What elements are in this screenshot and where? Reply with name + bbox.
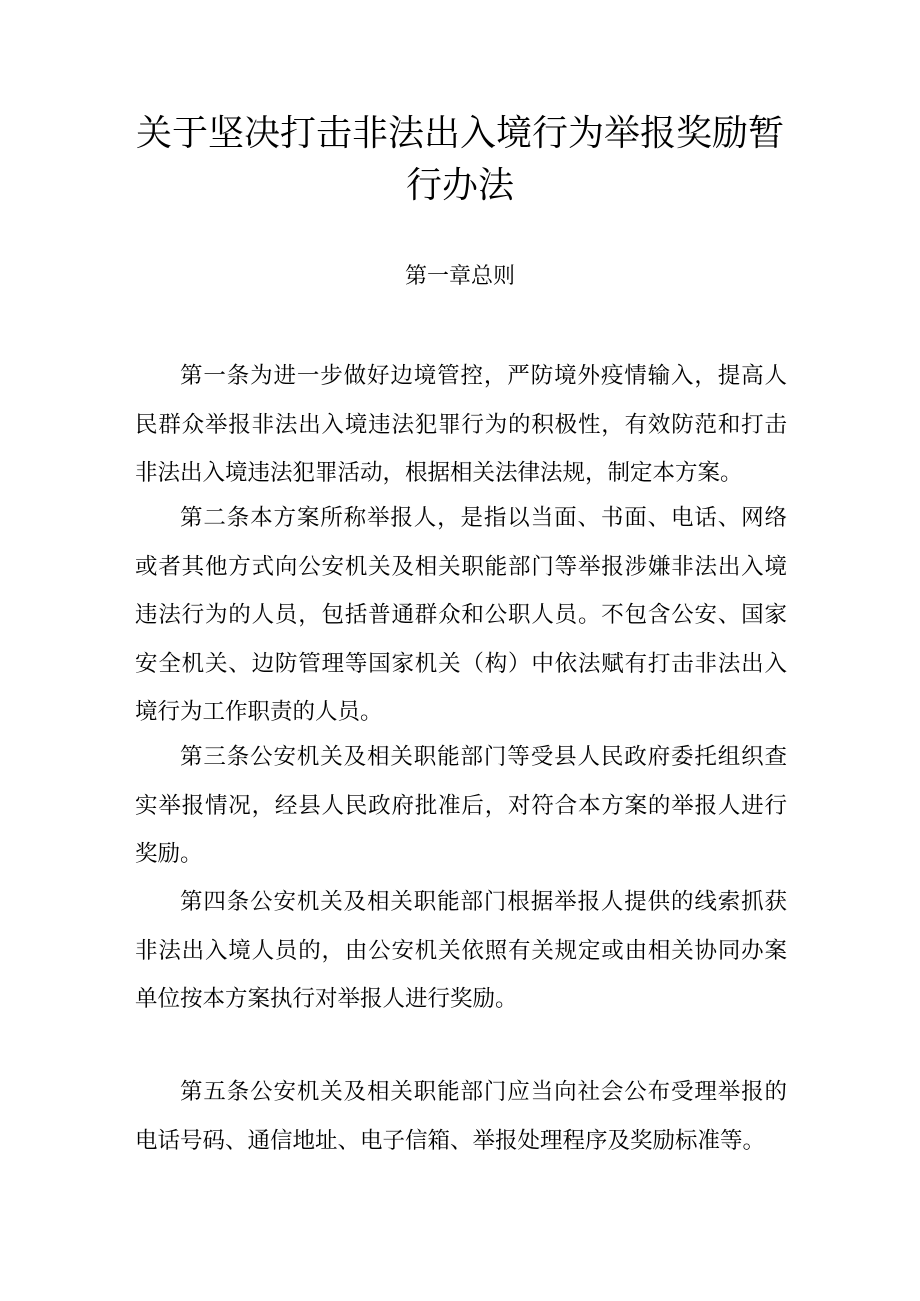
article-paragraph: 第一条为进一步做好边境管控，严防境外疫情输入，提高人民群众举报非法出入境违法犯罪行为的积极性，有效防范和打击非法出入境违法犯罪活动，根据相关法律法规，制定本方案。 bbox=[135, 363, 787, 486]
article-paragraph: 第五条公安机关及相关职能部门应当向社会公布受理举报的电话号码、通信地址、电子信箱、举报处理程序及奖励标准等。 bbox=[135, 1079, 787, 1154]
article-paragraph: 第二条本方案所称举报人，是指以当面、书面、电话、网络或者其他方式向公安机关及相关职能部门等举报涉嫌非法出入境违法行为的人员，包括普通群众和公职人员。不包含公安、国家安全机关、边防管理等国家机关（构）中依法赋有打击非法出入境行为工作职责的人员。 bbox=[135, 505, 787, 725]
chapter-heading: 第一章总则 bbox=[404, 264, 515, 289]
document-title: 关于坚决打击非法出入境行为举报奖励暂行办法 bbox=[135, 113, 784, 206]
article-paragraph: 第三条公安机关及相关职能部门等受县人民政府委托组织查实举报情况，经县人民政府批准后，对符合本方案的举报人进行奖励。 bbox=[135, 744, 787, 867]
article-paragraph: 第四条公安机关及相关职能部门根据举报人提供的线索抓获非法出入境人员的，由公安机关依照有关规定或由相关协同办案单位按本方案执行对举报人进行奖励。 bbox=[135, 889, 787, 1012]
